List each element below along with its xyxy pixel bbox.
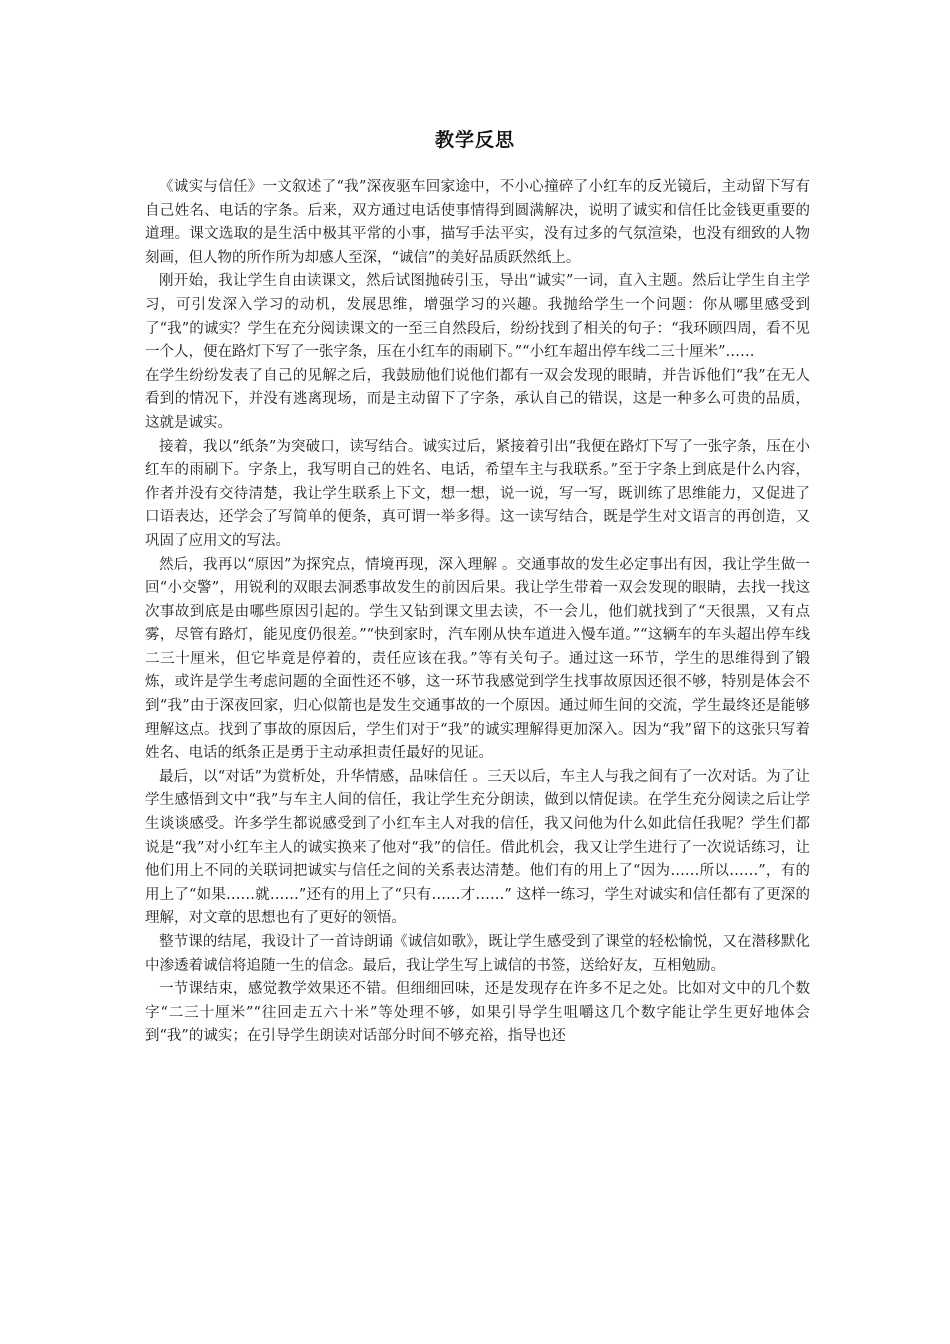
paragraph-2: 刚开始，我让学生自由读课文，然后试图抛砖引玉，导出“诚实”一词，直入主题。然后让学生自主学习，可引发深入学习的动机，发展思维，增强学习的兴趣。我抛给学生一个问题：你从哪里感受到了“我”的诚实？学生在充分阅读课文的一至三自然段后，纷纷找到了相关的句子：“我环顾四周，看不见一个人，便在路灯下写了一张字条，压在小红车的雨刷下。”“小红车超出停车线二三十厘米”…… xyxy=(145,273,810,361)
paragraph-5: 然后，我再以“原因”为探究点，情境再现，深入理解 。交通事故的发生必定事出有因，我让学生做一回“小交警”，用锐利的双眼去洞悉事故发生的前因后果。我让学生带着一双会发现的眼睛，去找一找这次事故到底是由哪些原因引起的。学生又钻到课文里去读，不一会儿，他们就找到了“天很黑，又有点雾，尽管有路灯，能见度仍很差。”“快到家时，汽车刚从快车道进入慢车道。”“这辆车的车头超出停车线二三十厘米，但它毕竟是停着的，责任应该在我。”等有关句子。通过这一环节，学生的思维得到了锻炼，或许是学生考虑问题的全面性还不够，这一环节我感觉到学生找事故原因还很不够，特别是体会不到“我”由于深夜回家，归心似箭也是发生交通事故的一个原因。通过师生间的交流，学生最终还是能够理解这点。找到了事故的原因后，学生们对于“我”的诚实理解得更加深入。因为“我”留下的这张只写着姓名、电话的纸条正是勇于主动承担责任最好的见证。 xyxy=(145,556,810,762)
document-title: 教学反思 xyxy=(434,129,515,151)
paragraph-3: 在学生纷纷发表了自己的见解之后，我鼓励他们说他们都有一双会发现的眼睛，并告诉他们“我”在无人看到的情况下，并没有逃离现场，而是主动留下了字条，承认自己的错误，这是一种多么可贵的品质，这就是诚实。 xyxy=(145,367,810,431)
paragraph-1: 《诚实与信任》一文叙述了“我”深夜驱车回家途中，不小心撞碎了小红车的反光镜后，主动留下写有自己姓名、电话的字条。后来，双方通过电话使事情得到圆满解决，说明了诚实和信任比金钱更重要的道理。课文选取的是生活中极其平常的小事，描写手法平实，没有过多的气氛渲染，也没有细致的人物刻画，但人物的所作所为却感人至深，“诚信”的美好品质跃然纸上。 xyxy=(145,179,810,266)
paragraph-6: 最后，以“对话”为赏析处，升华情感，品味信任 。三天以后，车主人与我之间有了一次对话。为了让学生感悟到文中“我”与车主人间的信任，我让学生充分朗读，做到以情促读。在学生充分阅读之后让学生谈谈感受。许多学生都说感受到了小红车主人对我的信任，我又问他为什么如此信任我呢？学生们都说是“我”对小红车主人的诚实换来了他对“我”的信任。借此机会，我又让学生进行了一次说话练习，让他们用上不同的关联词把诚实与信任之间的关系表达清楚。他们有的用上了“因为……所以……”，有的用上了“如果……就……”还有的用上了“只有……才……” 这样一练习，学生对诚实和信任都有了更深的理解，对文章的思想也有了更好的领悟。 xyxy=(145,768,810,927)
paragraph-7: 整节课的结尾，我设计了一首诗朗诵《诚信如歌》，既让学生感受到了课堂的轻松愉悦，又在潜移默化中渗透着诚信将追随一生的信念。最后，我让学生写上诚信的书签，送给好友，互相勉励。 xyxy=(145,934,810,974)
paragraph-4: 接着，我以“纸条”为突破口，读写结合。诚实过后，紧接着引出“我便在路灯下写了一张字条，压在小红车的雨刷下。字条上，我写明自己的姓名、电话，希望车主与我联系。”至于字条上到底是什么内容，作者并没有交待清楚，我让学生联系上下文，想一想，说一说，写一写，既训练了思维能力，又促进了口语表达，还学会了写简单的便条，真可谓一举多得。这一读写结合，既是学生对文语言的再创造，又巩固了应用文的写法。 xyxy=(145,438,810,549)
document-body xyxy=(145,176,810,1049)
paragraph-8: 一节课结束，感觉教学效果还不错。但细细回味，还是发现存在许多不足之处。比如对文中的几个数字“二三十厘米”“往回走五六十米”等处理不够，如果引导学生咀嚼这几个数字能让学生更好地体会到“我”的诚实；在引导学生朗读对话部分时间不够充裕，指导也还 xyxy=(145,981,810,1045)
